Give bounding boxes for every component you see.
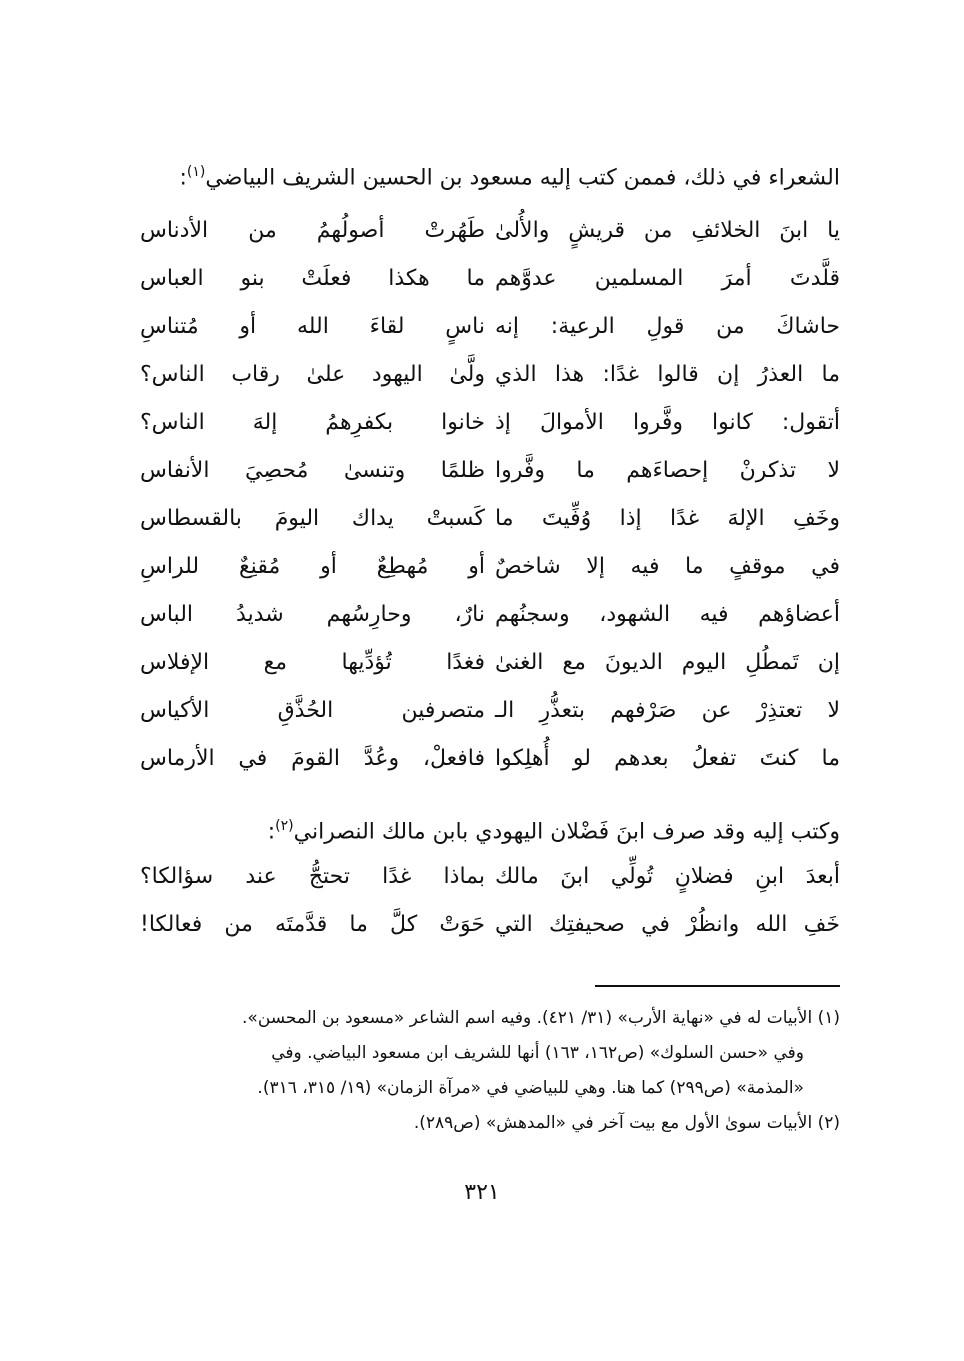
verse-line (140, 410, 840, 450)
first-hemistich: ما كنتَ تفعلُ بعدهم لو أُهلِكوا (495, 746, 840, 771)
first-hemistich: يا ابنَ الخلائفِ من قريشٍ والأُلىٰ (495, 218, 840, 243)
second-hemistich: ظلمًا وتنسىٰ مُحصِيَ الأنفاس (140, 458, 485, 483)
first-hemistich: ما العذرُ إن قالوا غدًا: هذا الذي (495, 362, 840, 387)
footnote-1-line-2: وفي «حسن السلوك» (ص١٦٢، ١٦٣) أنها للشريف ابن مسعود البياضي. وفي (271, 1043, 804, 1063)
second-hemistich: نارٌ، وحارِسُهم شديدُ الباس (140, 602, 485, 627)
second-hemistich: ناسٍ لقاءَ الله أو مُتناسِ (140, 314, 485, 339)
footnote-1-line-1: (١) الأبيات له في «نهاية الأرب» (٣١/ ٤٢١). وفيه اسم الشاعر «مسعود بن المحسن». (242, 1008, 840, 1028)
second-hemistich: متصرفين الحُذَّقِ الأكياس (140, 698, 485, 723)
second-hemistich: ما هكذا فعلَتْ بنو العباس (140, 266, 485, 291)
page-number: ٣٢١ (464, 1180, 500, 1205)
footnote-ref-1[interactable]: (١) (186, 164, 206, 180)
second-hemistich: خانوا بكفرِهمُ إلهَ الناس؟ (140, 410, 485, 435)
second-hemistich: بماذا غدًا تحتجُّ عند سؤالكا؟ (140, 864, 485, 889)
first-hemistich: في موقفٍ ما فيه إلا شاخصٌ (495, 554, 840, 579)
footnote-divider (595, 985, 840, 987)
verse-line (140, 362, 840, 402)
first-hemistich: خَفِ الله وانظُرْ في صحيفتِك التي (495, 912, 840, 937)
verse-line (140, 314, 840, 354)
colon: : (179, 165, 187, 191)
footnote-2: (٢) الأبيات سوىٰ الأول مع بيت آخر في «المدهش» (ص٢٨٩). (413, 1113, 840, 1133)
verse-line (140, 602, 840, 642)
verse-line (140, 506, 840, 546)
verse-line (140, 218, 840, 258)
footnote-ref-2[interactable]: (٢) (275, 818, 294, 834)
verse-line (140, 698, 840, 738)
verse-line (140, 864, 840, 904)
second-hemistich: أو مُهطِعٌ أو مُقنِعٌ للراسِ (140, 554, 485, 579)
second-hemistich: طَهُرتْ أصولُهمُ من الأدناس (140, 218, 485, 243)
verse-line (140, 912, 840, 952)
verse-line (140, 650, 840, 690)
verse-line (140, 266, 840, 306)
first-hemistich: وخَفِ الإلهَ غدًا إذا وُفِّيتَ ما (495, 506, 840, 531)
intro-paragraph-2 (268, 818, 840, 844)
second-hemistich: ولَّىٰ اليهود علىٰ رقاب الناس؟ (140, 362, 485, 387)
first-hemistich: حاشاكَ من قولِ الرعية: إنه (495, 314, 840, 339)
second-hemistich: فغدًا تُؤدِّيها مع الإفلاس (140, 650, 485, 675)
colon: : (267, 819, 276, 845)
verse-line (140, 458, 840, 498)
verse-line (140, 554, 840, 594)
first-hemistich: قلَّدتَ أمرَ المسلمين عدوَّهم (495, 266, 840, 291)
verse-line (140, 746, 840, 786)
first-hemistich: إن تَمطُلِ اليوم الديونَ مع الغنىٰ (495, 650, 840, 675)
footnote-1-line-3: «المذمة» (ص٢٩٩) كما هنا. وهي للبياضي في «مرآة الزمان» (١٩/ ٣١٥، ٣١٦). (257, 1078, 804, 1098)
first-hemistich: أتقول: كانوا وفَّروا الأموالَ إذ (495, 410, 840, 435)
first-hemistich: لا تذكرنْ إحصاءَهم ما وفَّروا (495, 458, 840, 483)
first-hemistich: لا تعتذِرْ عن صَرْفهم بتعذُّرِ الـ (495, 698, 840, 723)
second-hemistich: حَوَتْ كلَّ ما قدَّمتَه من فعالكا! (140, 912, 485, 937)
first-hemistich: أبعدَ ابنِ فضلانٍ تُولِّي ابنَ مالك (495, 864, 840, 889)
intro-text: الشعراء في ذلك، فممن كتب إليه مسعود بن الحسين الشريف البياضي (205, 165, 840, 191)
second-hemistich: فافعلْ، وعُدَّ القومَ في الأرماس (140, 746, 485, 771)
first-hemistich: أعضاؤهم فيه الشهود، وسجنُهم (495, 602, 840, 627)
intro-text: وكتب إليه وقد صرف ابنَ فَضْلان اليهودي بابن مالك النصراني (293, 819, 840, 845)
second-hemistich: كَسبتْ يداك اليومَ بالقسطاس (140, 506, 485, 531)
intro-paragraph-1 (179, 164, 840, 190)
